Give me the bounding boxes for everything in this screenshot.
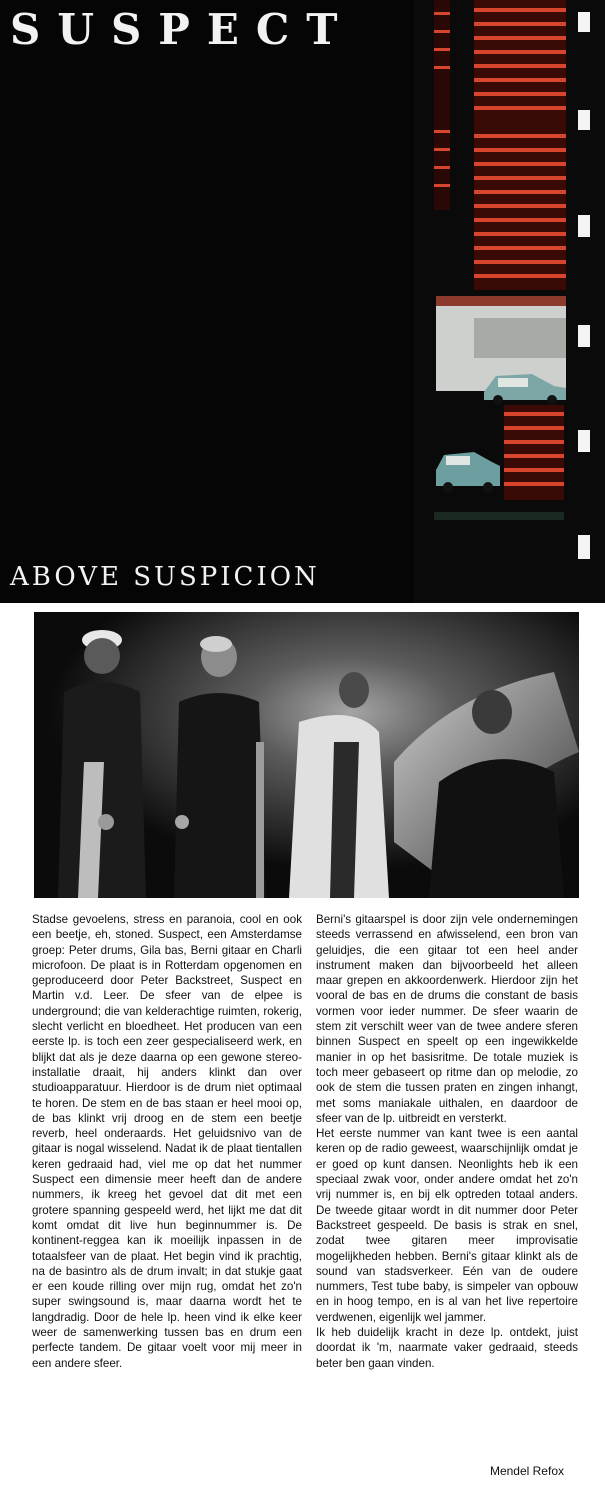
band-photo	[34, 612, 579, 898]
article-left-column	[32, 912, 302, 1371]
cover-building-photo	[414, 0, 605, 603]
album-cover	[0, 0, 605, 603]
article-paragraph: Stadse gevoelens, stress en paranoia, cool en ook een beetje, eh, stoned. Suspect, een Amsterdamse groep: Peter drums, Gila bas, Berni gitaar en Charli microfoon. De plaat is in Rotterdam opgenomen en geproduceerd door Peter Backstreet, Suspect en Martin v.d. Leer. De sfeer van de elpee is underground; die van kelderachtige ruimten, rokerig, slecht verlicht en bloedheet. Het producen van een eerste lp. is toch een zeer gespecialiseerd werk, en blijkt dat als je deze daarna op een gewone stereo-installatie draait, hij anders klinkt dan over studioapparatuur. Hierdoor is de drum niet optimaal te horen. De stem en de bas staan er heel mooi op, de bas klinkt vrij droog en de stem een beetje reverb, heel onderaards. Het geluidsnivo van de gitaar is nogal wisselend. Nadat ik de plaat tientallen keren gedraaid had, viel me op dat het nummer Suspect een dimensie meer heeft dan de andere nummers, ik kreeg het gevoel dat dit met een grotere spanning gespeeld werd, het lijkt me dat dit komt omdat dit live hun beginnummer is. De kontinent-reggea kan ik moeilijk inpassen in de totaalsfeer van de plaat. Het begin vind ik prachtig, na de basintro als de drum invalt; in dat stukje gaat er een koude rilling over mijn rug, omdat het zo'n super swingsound is, maar daarna wordt het te langdradig. Door de hele lp. heen vind ik elke keer weer de samenwerking tussen bas en drum een perfecte tandem. De gitaar voelt voor mij meer in een andere sfeer.	[32, 913, 302, 1370]
article-paragraph: Berni's gitaarspel is door zijn vele ondernemingen steeds verrassend en afwisselend, een bron van geluidjes, die een gitaar tot een heel ander instrument maken dan bijvoorbeeld het alleen maar grepen en akkoordenwerk. Hierdoor zijn het vooral de bas en de drums die constant de basis vormen voor ieder nummer. De sfeer waarin de stem zit verschilt weer van de twee andere sferen binnen Suspect en speelt op een ingewikkelde manier in op het basisritme. De totale muziek is toch meer gebaseert op ritme dan op melodie, zo ook de stem die tussen praten en zingen inhangt, met soms maniakale uithalen, en daardoor de sfeer van de lp. uitbreidt en versterkt.	[316, 913, 578, 1125]
article-author: Mendel Refox	[489, 1464, 564, 1478]
article-paragraph: Het eerste nummer van kant twee is een aantal keren op de radio geweest, waarschijnlijk omdat je er goed op kunt dansen. Neonlights heb ik een speciaal zwak voor, onder andere omdat het zo'n vrij nummer is, en bij elk optreden totaal anders. De tweede gitaar wordt in dit nummer door Peter Backstreet gespeeld. De basis is strak en snel, zodat twee gitaren meer improvisatie mogelijkheden hebben. Berni's gitaar klinkt als de sound van stadsverkeer. Eén van de oudere nummers, Test tube baby, is simpeler van opbouw en in hoog tempo, en is al van het live repertoire verdwenen, eigenlijk wel jammer.	[316, 1127, 578, 1324]
article-right-column	[316, 912, 578, 1371]
article-paragraph: Ik heb duidelijk kracht in deze lp. ontdekt, juist doordat ik 'm, naarmate vaker gedraaid, steeds beter ben gaan vinden.	[316, 1326, 578, 1370]
cover-band-name: SUSPECT	[10, 5, 355, 54]
cover-album-title: ABOVE SUSPICION	[10, 562, 320, 592]
